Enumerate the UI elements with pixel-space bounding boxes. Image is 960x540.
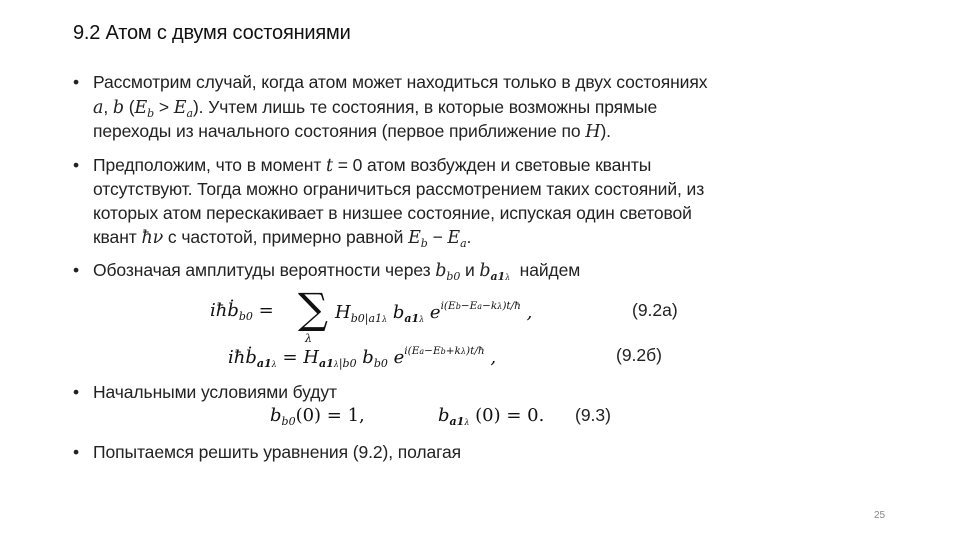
summation-symbol: ∑ — [298, 284, 328, 333]
text-line-1: Рассмотрим случай, когда атом может находиться только в двух состояниях — [93, 72, 708, 92]
equation-9-2b: iħḃ$_{a1\lambda}$ = $H_{a1\lambda|b0}$ $b_{b0}$ $e^{i(Ea-Eb+k\lambda)t/ħ}$ , — [228, 345, 497, 370]
equation-number-9-2a: (9.2а) — [632, 300, 678, 320]
page-number: 25 — [874, 510, 886, 521]
equation-9-2a-left: iħḃ$_{b0}$ = — [210, 300, 274, 323]
text-line-2: a, b $(E_b > E_a)$. Учтем лишь те состояния, в которые возможны прямые — [93, 97, 658, 120]
bullet-marker: • — [73, 155, 80, 175]
text-line-5: отсутствуют. Тогда можно ограничиться рассмотрением таких состояний, из — [93, 179, 705, 199]
equation-number-9-3: (9.3) — [575, 405, 611, 425]
slide-title: 9.2 Атом с двумя состояниями — [73, 22, 351, 44]
equation-9-2a-right: $H_{b0|a1\lambda}$ $b_{a1\lambda}$ $e^{i(Eb-Ea-k\lambda)t/ħ}$ , — [335, 300, 533, 325]
text-line-6: которых атом перескакивает в низшее состояние, испуская один световой — [93, 203, 692, 223]
equation-9-3-right: $b_{a1\lambda}$ (0) = 0. — [438, 405, 545, 428]
bullet-marker: • — [73, 442, 80, 462]
summation-index: λ — [305, 332, 312, 345]
text-line-9: Начальными условиями будут — [93, 382, 337, 402]
bullet-marker: • — [73, 260, 80, 280]
text-line-4: Предположим, что в момент t = 0 атом возбужден и световые кванты — [93, 155, 652, 176]
bullet-marker: • — [73, 72, 80, 92]
bullet-marker: • — [73, 382, 80, 402]
equation-number-9-2b: (9.2б) — [616, 345, 663, 365]
equation-9-3-left: $b_{b0}(0) = 1$, — [270, 405, 365, 428]
text-line-7: квант ħν с частотой, примерно равной $E_b - E_a$. — [93, 227, 472, 250]
text-line-8: Обозначая амплитуды вероятности через $b_{b0}$ и $b_{a1\lambda}$ найдем — [93, 260, 581, 283]
text-line-10: Попытаемся решить уравнения (9.2), полагая — [93, 442, 462, 462]
text-line-3: переходы из начального состояния (первое приближение по H). — [93, 121, 611, 142]
